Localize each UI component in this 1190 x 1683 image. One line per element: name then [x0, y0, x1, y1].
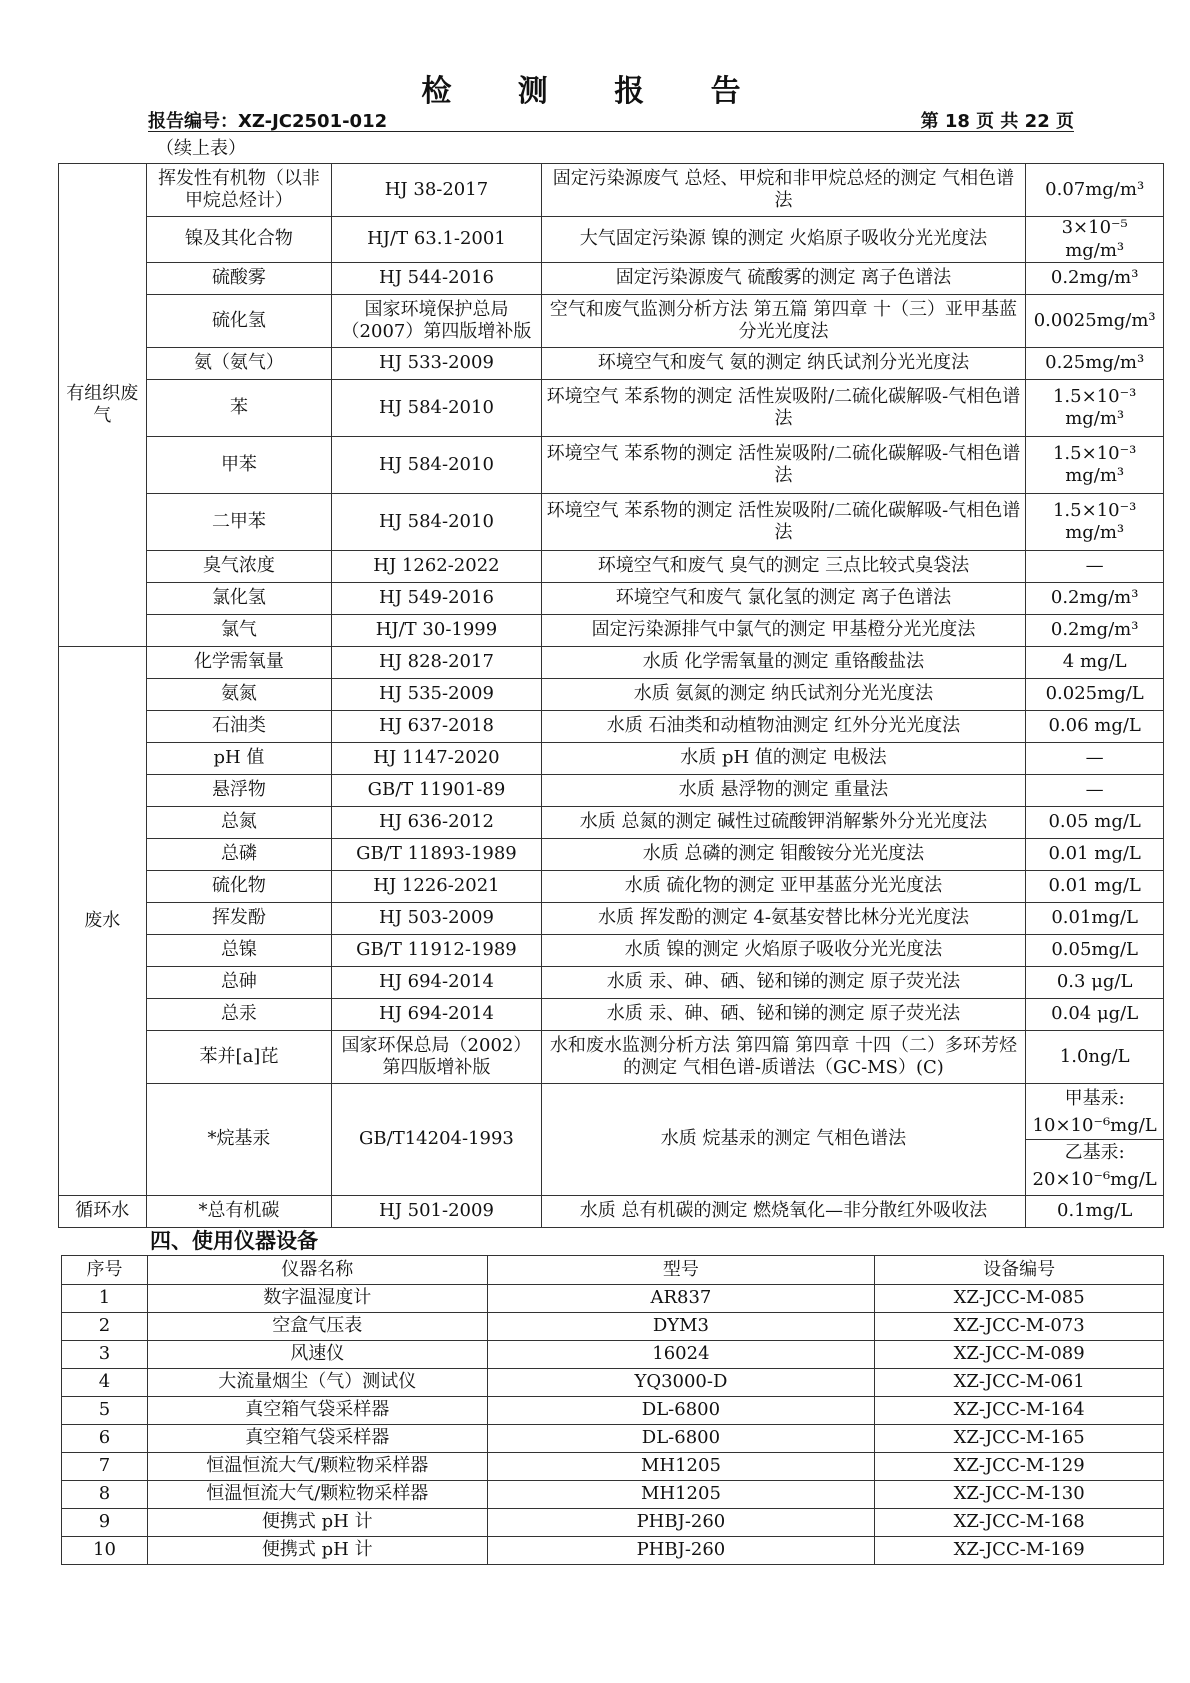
page-number: 第 18 页 共 22 页 [920, 111, 1074, 132]
method-row [59, 295, 1164, 348]
item-cell: 苯并[a]芘 [146, 1031, 332, 1084]
item-cell: 二甲苯 [146, 494, 332, 551]
item-cell: 总砷 [146, 967, 332, 999]
limit-cell: 0.1mg/L [1026, 1196, 1164, 1228]
equipment-name: 大流量烟尘（气）测试仪 [147, 1369, 487, 1397]
method-row [59, 348, 1164, 380]
method-row [59, 967, 1164, 999]
equipment-name: 真空箱气袋采样器 [147, 1397, 487, 1425]
col-header-model: 型号 [487, 1256, 875, 1285]
equipment-name: 数字温湿度计 [147, 1285, 487, 1313]
report-number: 报告编号：XZ-JC2501-012 [148, 111, 388, 132]
method-cell: 水质 汞、砷、硒、铋和锑的测定 原子荧光法 [541, 967, 1026, 999]
equipment-name: 空盒气压表 [147, 1313, 487, 1341]
equipment-no: 8 [62, 1481, 148, 1509]
equipment-name: 恒温恒流大气/颗粒物采样器 [147, 1453, 487, 1481]
equipment-row [62, 1369, 1164, 1397]
limit-cell: 0.0025mg/m³ [1026, 295, 1164, 348]
method-cell: 水和废水监测分析方法 第四篇 第四章 十四（二）多环芳烃的测定 气相色谱-质谱法（GC-MS）(C) [541, 1031, 1026, 1084]
method-cell: 空气和废气监测分析方法 第五篇 第四章 十（三）亚甲基蓝分光光度法 [541, 295, 1026, 348]
item-cell: 石油类 [146, 711, 332, 743]
method-row [59, 437, 1164, 494]
standard-cell: 国家环境保护总局（2007）第四版增补版 [332, 295, 541, 348]
method-cell: 环境空气和废气 氯化氢的测定 离子色谱法 [541, 583, 1026, 615]
equipment-model: DYM3 [487, 1313, 875, 1341]
item-cell: 苯 [146, 380, 332, 437]
method-cell: 环境空气 苯系物的测定 活性炭吸附/二硫化碳解吸-气相色谱法 [541, 380, 1026, 437]
method-cell: 水质 总氮的测定 碱性过硫酸钾消解紫外分光光度法 [541, 807, 1026, 839]
method-cell: 固定污染源废气 总烃、甲烷和非甲烷总烃的测定 气相色谱法 [541, 164, 1026, 217]
method-row [59, 903, 1164, 935]
col-header-name: 仪器名称 [147, 1256, 487, 1285]
equipment-id: XZ-JCC-M-089 [875, 1341, 1164, 1369]
standard-cell: HJ 1262-2022 [332, 551, 541, 583]
method-row [59, 647, 1164, 679]
equipment-row [62, 1397, 1164, 1425]
limit-cell: 0.05 mg/L [1026, 807, 1164, 839]
item-cell: pH 值 [146, 743, 332, 775]
limit-cell: 0.05mg/L [1026, 935, 1164, 967]
limit-cell [1026, 1084, 1164, 1196]
equipment-id: XZ-JCC-M-165 [875, 1425, 1164, 1453]
method-cell: 环境空气 苯系物的测定 活性炭吸附/二硫化碳解吸-气相色谱法 [541, 494, 1026, 551]
category-cell: 废水 [59, 647, 147, 1196]
standard-cell: GB/T14204-1993 [332, 1084, 541, 1196]
standard-cell: HJ 544-2016 [332, 263, 541, 295]
equipment-name: 便携式 pH 计 [147, 1537, 487, 1565]
item-cell: 氨氮 [146, 679, 332, 711]
item-cell: 甲苯 [146, 437, 332, 494]
equipment-id: XZ-JCC-M-129 [875, 1453, 1164, 1481]
method-cell: 环境空气和废气 臭气的测定 三点比较式臭袋法 [541, 551, 1026, 583]
equipment-row [62, 1313, 1164, 1341]
equipment-no: 9 [62, 1509, 148, 1537]
item-cell: 挥发性有机物（以非甲烷总烃计） [146, 164, 332, 217]
equipment-model: 16024 [487, 1341, 875, 1369]
method-row [59, 263, 1164, 295]
standard-cell: HJ 38-2017 [332, 164, 541, 217]
limit-cell: 0.25mg/m³ [1026, 348, 1164, 380]
item-cell: 硫酸雾 [146, 263, 332, 295]
equipment-row [62, 1537, 1164, 1565]
standard-cell: GB/T 11893-1989 [332, 839, 541, 871]
equipment-no: 1 [62, 1285, 148, 1313]
category-cell: 有组织废气 [59, 164, 147, 647]
report-title: 检 测 报 告 [421, 74, 769, 109]
item-cell: 总汞 [146, 999, 332, 1031]
item-cell: *烷基汞 [146, 1084, 332, 1196]
limit-cell: — [1026, 743, 1164, 775]
category-cell: 循环水 [59, 1196, 147, 1228]
equipment-row [62, 1341, 1164, 1369]
limit-cell: 1.5×10⁻³ mg/m³ [1026, 380, 1164, 437]
item-cell: 硫化氢 [146, 295, 332, 348]
standard-cell: HJ 1147-2020 [332, 743, 541, 775]
standard-cell: HJ 636-2012 [332, 807, 541, 839]
equipment-id: XZ-JCC-M-168 [875, 1509, 1164, 1537]
standard-cell: HJ 535-2009 [332, 679, 541, 711]
method-row [59, 615, 1164, 647]
equipment-model: DL-6800 [487, 1425, 875, 1453]
limit-cell: 0.025mg/L [1026, 679, 1164, 711]
equipment-name: 便携式 pH 计 [147, 1509, 487, 1537]
item-cell: 总氮 [146, 807, 332, 839]
method-cell: 水质 氨氮的测定 纳氏试剂分光光度法 [541, 679, 1026, 711]
method-cell: 固定污染源废气 硫酸雾的测定 离子色谱法 [541, 263, 1026, 295]
limit-cell: 3×10⁻⁵ mg/m³ [1026, 217, 1164, 263]
method-cell: 水质 镍的测定 火焰原子吸收分光光度法 [541, 935, 1026, 967]
standard-cell: HJ 584-2010 [332, 494, 541, 551]
method-cell: 环境空气和废气 氨的测定 纳氏试剂分光光度法 [541, 348, 1026, 380]
equipment-id: XZ-JCC-M-061 [875, 1369, 1164, 1397]
standard-cell: HJ/T 63.1-2001 [332, 217, 541, 263]
method-cell: 水质 汞、砷、硒、铋和锑的测定 原子荧光法 [541, 999, 1026, 1031]
standard-cell: HJ 1226-2021 [332, 871, 541, 903]
limit-cell: 4 mg/L [1026, 647, 1164, 679]
item-cell: 硫化物 [146, 871, 332, 903]
item-cell: 总镍 [146, 935, 332, 967]
limit-cell: 0.2mg/m³ [1026, 615, 1164, 647]
method-row [59, 494, 1164, 551]
section4-title: 四、使用仪器设备 [150, 1229, 318, 1253]
method-row [59, 583, 1164, 615]
method-cell: 水质 烷基汞的测定 气相色谱法 [541, 1084, 1026, 1196]
method-cell: 水质 总有机碳的测定 燃烧氧化—非分散红外吸收法 [541, 1196, 1026, 1228]
standard-cell: HJ 694-2014 [332, 967, 541, 999]
equipment-model: MH1205 [487, 1453, 875, 1481]
equipment-row [62, 1425, 1164, 1453]
equipment-model: DL-6800 [487, 1397, 875, 1425]
item-cell: 氯化氢 [146, 583, 332, 615]
method-row [59, 1031, 1164, 1084]
continued-label: （续上表） [156, 138, 246, 159]
limit-line: 10×10⁻⁶mg/L [1026, 1113, 1163, 1141]
methods-table [58, 163, 1164, 1228]
method-row [59, 380, 1164, 437]
item-cell: 总磷 [146, 839, 332, 871]
method-cell: 水质 化学需氧量的测定 重铬酸盐法 [541, 647, 1026, 679]
method-cell: 水质 总磷的测定 钼酸铵分光光度法 [541, 839, 1026, 871]
method-row [59, 164, 1164, 217]
limit-cell: 0.01 mg/L [1026, 839, 1164, 871]
method-row [59, 871, 1164, 903]
limit-cell: — [1026, 775, 1164, 807]
equipment-name: 风速仪 [147, 1341, 487, 1369]
equipment-id: XZ-JCC-M-164 [875, 1397, 1164, 1425]
limit-cell: 1.0ng/L [1026, 1031, 1164, 1084]
equipment-id: XZ-JCC-M-073 [875, 1313, 1164, 1341]
limit-cell: 0.06 mg/L [1026, 711, 1164, 743]
limit-cell: 0.04 μg/L [1026, 999, 1164, 1031]
method-row [59, 217, 1164, 263]
item-cell: *总有机碳 [146, 1196, 332, 1228]
limit-line: 20×10⁻⁶mg/L [1032, 1168, 1157, 1190]
item-cell: 氯气 [146, 615, 332, 647]
equipment-model: MH1205 [487, 1481, 875, 1509]
method-cell: 水质 pH 值的测定 电极法 [541, 743, 1026, 775]
standard-cell: GB/T 11912-1989 [332, 935, 541, 967]
item-cell: 镍及其化合物 [146, 217, 332, 263]
item-cell: 挥发酚 [146, 903, 332, 935]
standard-cell: HJ 549-2016 [332, 583, 541, 615]
limit-cell: 0.01mg/L [1026, 903, 1164, 935]
standard-cell: HJ/T 30-1999 [332, 615, 541, 647]
limit-cell: 0.3 μg/L [1026, 967, 1164, 999]
standard-cell: HJ 828-2017 [332, 647, 541, 679]
equipment-no: 5 [62, 1397, 148, 1425]
equipment-header-row [62, 1256, 1164, 1285]
equipment-model: YQ3000-D [487, 1369, 875, 1397]
equipment-id: XZ-JCC-M-169 [875, 1537, 1164, 1565]
limit-cell: — [1026, 551, 1164, 583]
equipment-no: 3 [62, 1341, 148, 1369]
standard-cell: HJ 584-2010 [332, 437, 541, 494]
method-row [59, 679, 1164, 711]
method-row [59, 743, 1164, 775]
equipment-row [62, 1481, 1164, 1509]
report-header [148, 107, 1074, 132]
equipment-model: PHBJ-260 [487, 1537, 875, 1565]
method-cell: 水质 挥发酚的测定 4-氨基安替比林分光光度法 [541, 903, 1026, 935]
col-header-no: 序号 [62, 1256, 148, 1285]
item-cell: 化学需氧量 [146, 647, 332, 679]
standard-cell: HJ 584-2010 [332, 380, 541, 437]
equipment-no: 6 [62, 1425, 148, 1453]
item-cell: 臭气浓度 [146, 551, 332, 583]
limit-line: 甲基汞: [1064, 1088, 1125, 1109]
standard-cell: HJ 501-2009 [332, 1196, 541, 1228]
standard-cell: HJ 533-2009 [332, 348, 541, 380]
equipment-table [61, 1255, 1164, 1565]
equipment-row [62, 1453, 1164, 1481]
method-cell: 环境空气 苯系物的测定 活性炭吸附/二硫化碳解吸-气相色谱法 [541, 437, 1026, 494]
equipment-model: PHBJ-260 [487, 1509, 875, 1537]
limit-cell: 1.5×10⁻³ mg/m³ [1026, 437, 1164, 494]
method-row [59, 999, 1164, 1031]
method-row [59, 551, 1164, 583]
equipment-row [62, 1285, 1164, 1313]
item-cell: 悬浮物 [146, 775, 332, 807]
equipment-no: 10 [62, 1537, 148, 1565]
method-cell: 大气固定污染源 镍的测定 火焰原子吸收分光光度法 [541, 217, 1026, 263]
limit-cell: 0.2mg/m³ [1026, 263, 1164, 295]
equipment-id: XZ-JCC-M-130 [875, 1481, 1164, 1509]
method-row [59, 775, 1164, 807]
equipment-name: 真空箱气袋采样器 [147, 1425, 487, 1453]
equipment-model: AR837 [487, 1285, 875, 1313]
equipment-no: 4 [62, 1369, 148, 1397]
limit-cell: 1.5×10⁻³ mg/m³ [1026, 494, 1164, 551]
standard-cell: HJ 694-2014 [332, 999, 541, 1031]
limit-cell: 0.2mg/m³ [1026, 583, 1164, 615]
method-row [59, 1084, 1164, 1196]
method-row [59, 839, 1164, 871]
equipment-row [62, 1509, 1164, 1537]
equipment-no: 7 [62, 1453, 148, 1481]
method-cell: 水质 悬浮物的测定 重量法 [541, 775, 1026, 807]
standard-cell: HJ 503-2009 [332, 903, 541, 935]
standard-cell: GB/T 11901-89 [332, 775, 541, 807]
method-row [59, 1196, 1164, 1228]
limit-cell: 0.01 mg/L [1026, 871, 1164, 903]
equipment-no: 2 [62, 1313, 148, 1341]
method-cell: 水质 硫化物的测定 亚甲基蓝分光光度法 [541, 871, 1026, 903]
method-cell: 水质 石油类和动植物油测定 红外分光光度法 [541, 711, 1026, 743]
method-row [59, 711, 1164, 743]
limit-line: 乙基汞: [1064, 1142, 1125, 1163]
standard-cell: HJ 637-2018 [332, 711, 541, 743]
limit-cell: 0.07mg/m³ [1026, 164, 1164, 217]
method-cell: 固定污染源排气中氯气的测定 甲基橙分光光度法 [541, 615, 1026, 647]
equipment-id: XZ-JCC-M-085 [875, 1285, 1164, 1313]
method-row [59, 807, 1164, 839]
col-header-id: 设备编号 [875, 1256, 1164, 1285]
method-row [59, 935, 1164, 967]
standard-cell: 国家环保总局（2002）第四版增补版 [332, 1031, 541, 1084]
equipment-name: 恒温恒流大气/颗粒物采样器 [147, 1481, 487, 1509]
item-cell: 氨（氨气） [146, 348, 332, 380]
